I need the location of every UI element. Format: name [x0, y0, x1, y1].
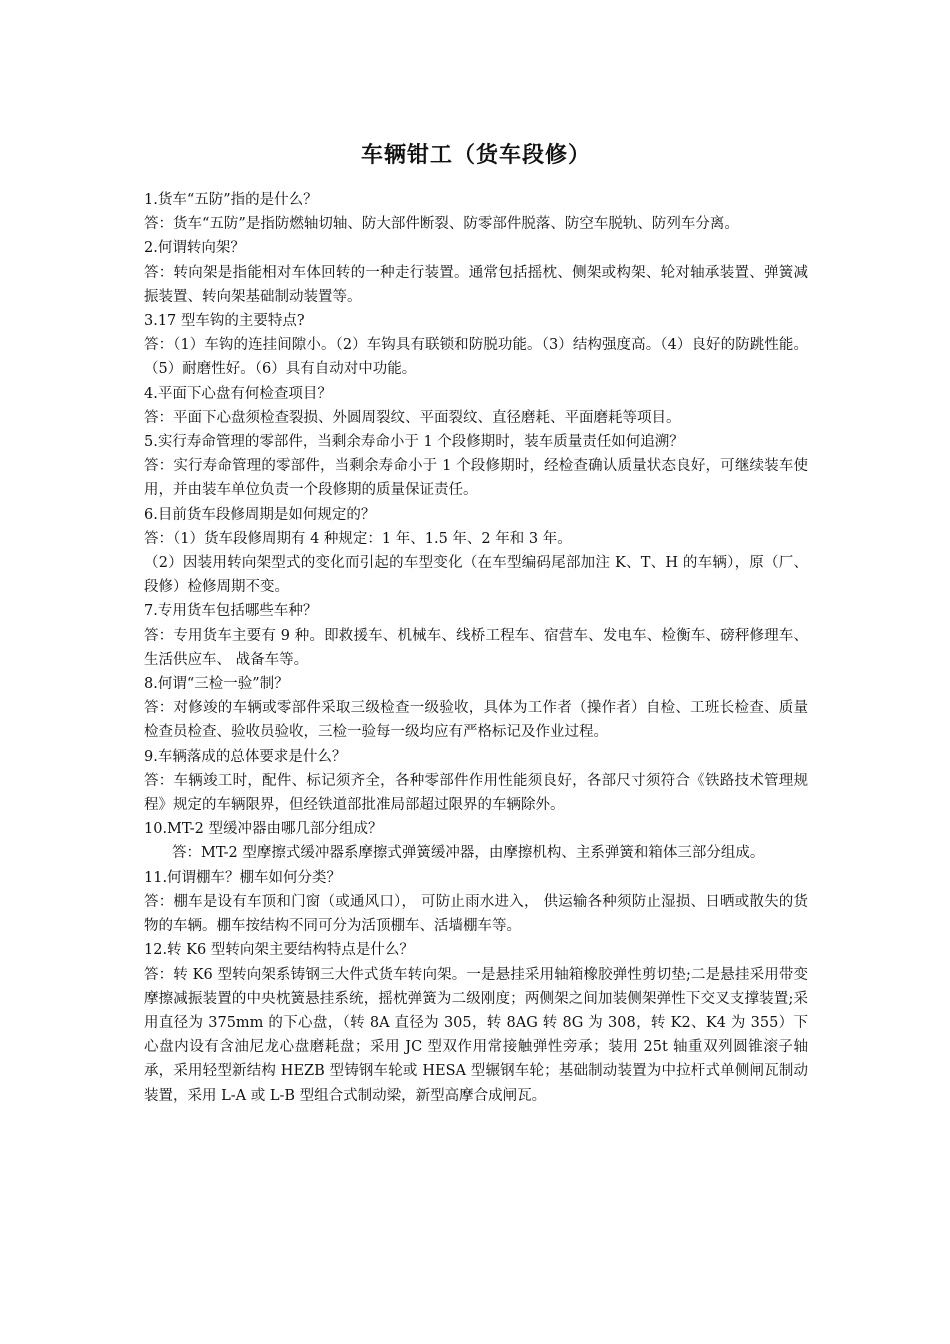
qa-item-12 — [144, 938, 808, 1107]
question-11: 11.何谓棚车？棚车如何分类？ — [144, 869, 342, 886]
question-5: 5.实行寿命管理的零部件，当剩余寿命小于 1 个段修期时，装车质量责任如何追溯？ — [144, 434, 684, 451]
answer-7: 答：专用货车主要有 9 种。即救援车、机械车、线桥工程车、宿营车、发电车、检衡车、磅秤修理车、生活供应车、 战备车等。 — [144, 627, 808, 668]
question-7: 7.专用货车包括哪些车种？ — [144, 603, 318, 620]
question-6: 6.目前货车段修周期是如何规定的？ — [144, 506, 376, 523]
answer-11: 答：棚车是设有车顶和门窗（或通风口）， 可防止雨水进入， 供运输各种须防止湿损、日晒或散失的货物的车辆。棚车按结构不同可分为活顶棚车、活墙棚车等。 — [144, 893, 808, 935]
answer-6-part-2: （2）因装用转向架型式的变化而引起的车型变化（在车型编码尾部加注 K、T、H 的车辆），原（厂、段修）检修周期不变。 — [144, 555, 808, 596]
qa-item-2 — [144, 236, 808, 309]
qa-item-6 — [144, 503, 808, 600]
answer-3: 答：（1）车钩的连挂间隙小。（2）车钩具有联锁和防脱功能。（3）结构强度高。（4）良好的防跳性能。（5）耐磨性好。（6）具有自动对中功能。 — [144, 337, 808, 378]
question-4: 4.平面下心盘有何检查项目？ — [144, 385, 332, 402]
qa-item-7 — [144, 599, 808, 672]
question-8: 8.何谓“三检一验”制？ — [144, 676, 289, 693]
answer-12: 答：转 K6 型转向架系铸钢三大件式货车转向架。一是悬挂采用轴箱橡胶弹性剪切垫;二是悬挂采用带变摩擦减振装置的中央枕簧悬挂系统，摇枕弹簧为二级刚度；两侧架之间加装侧架弹性下交叉支撑装置;采用直径为 375mm 的下心盘，（转 8A 直径为 305，转 8AG 转 8G 为 308，转 K2、K4 为 355）下心盘内设有含油尼龙心盘磨耗盘；采用 JC 型双作用常接触弹性旁承；装用 25t 轴重双列圆锥滚子轴承，采用轻型新结构 HEZB 型铸钢车轮或 HESA 型辗钢车轮；基础制动装置为中拉杆式单侧闸瓦制动装置，采用 L-A 或 L-B 型组合式制动梁，新型高摩合成闸瓦。 — [144, 966, 808, 1104]
qa-item-8 — [144, 672, 808, 745]
answer-4: 答：平面下心盘须检查裂损、外圆周裂纹、平面裂纹、直径磨耗、平面磨耗等项目。 — [144, 409, 681, 426]
qa-item-4 — [144, 382, 808, 430]
answer-1: 答：货车“五防”是指防燃轴切轴、防大部件断裂、防零部件脱落、防空车脱轨、防列车分离。 — [144, 216, 739, 233]
question-12: 12.转 K6 型转向架主要结构特点是什么？ — [144, 942, 414, 959]
question-2: 2.何谓转向架？ — [144, 240, 245, 257]
question-3: 3.17 型车钩的主要特点? — [144, 313, 305, 330]
answer-6-part-1: 答：（1）货车段修周期有 4 种规定：1 年、1.5 年、2 年和 3 年。 — [144, 530, 572, 547]
qa-item-3 — [144, 309, 808, 382]
document-title: 车辆钳工（货车段修） — [360, 143, 591, 168]
qa-item-9 — [144, 745, 808, 818]
answer-8: 答：对修竣的车辆或零部件采取三级检查一级验收，具体为工作者（操作者）自检、工班长检查、质量检查员检查、验收员验收，三检一验每一级均应有严格标记及作业过程。 — [144, 700, 808, 741]
question-9: 9.车辆落成的总体要求是什么？ — [144, 748, 347, 765]
answer-9: 答：车辆竣工时，配件、标记须齐全，各种零部件作用性能须良好，各部尺寸须符合《铁路技术管理规程》规定的车辆限界，但经铁道部批准局部超过限界的车辆除外。 — [144, 772, 808, 814]
answer-5: 答：实行寿命管理的零部件，当剩余寿命小于 1 个段修期时，经检查确认质量状态良好，可继续装车使用，并由装车单位负责一个段修期的质量保证责任。 — [144, 458, 808, 499]
document-page — [144, 138, 808, 1108]
qa-item-1 — [144, 188, 808, 236]
qa-item-5 — [144, 430, 808, 503]
answer-2: 答：转向架是指能相对车体回转的一种走行装置。通常包括摇枕、侧架或构架、轮对轴承装置、弹簧减振装置、转向架基础制动装置等。 — [144, 264, 808, 305]
question-1: 1.货车“五防”指的是什么？ — [144, 192, 318, 208]
qa-item-10 — [144, 817, 808, 865]
qa-item-11 — [144, 866, 808, 939]
answer-10: 答：MT-2 型摩擦式缓冲器系摩擦式弹簧缓冲器，由摩擦机构、主系弹簧和箱体三部分组成。 — [172, 845, 765, 862]
question-10: 10.MT-2 型缓冲器由哪几部分组成？ — [144, 821, 383, 838]
